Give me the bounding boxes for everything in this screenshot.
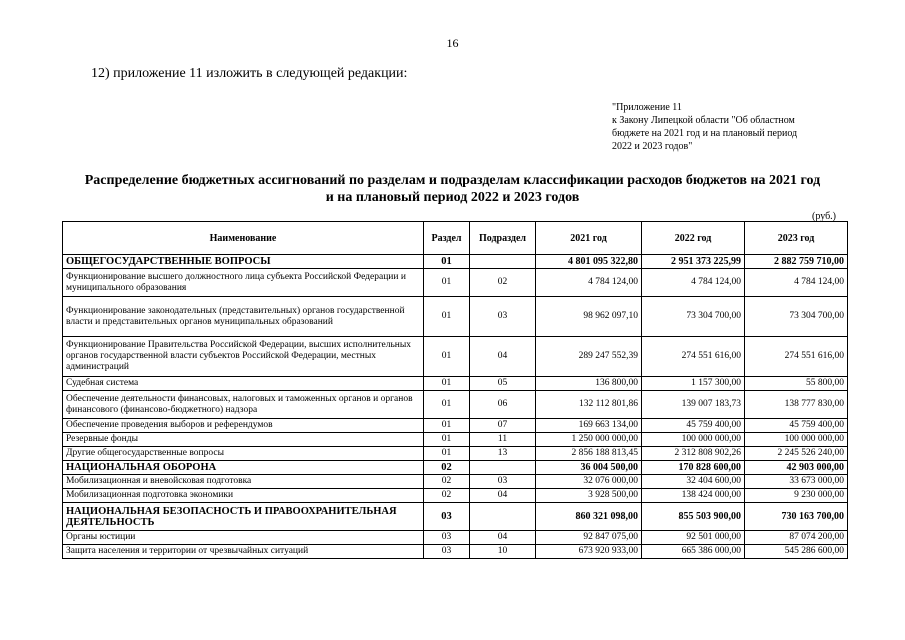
cell-name: НАЦИОНАЛЬНАЯ ОБОРОНА	[63, 461, 424, 475]
cell-2021: 1 250 000 000,00	[536, 433, 642, 447]
cell-2021: 860 321 098,00	[536, 503, 642, 531]
cell-2021: 4 784 124,00	[536, 269, 642, 297]
cell-2023: 545 286 600,00	[745, 545, 848, 559]
cell-name: Мобилизационная подготовка экономики	[63, 489, 424, 503]
cell-podrazdel: 04	[470, 531, 536, 545]
intro-text: 12) приложение 11 изложить в следующей редакции:	[91, 66, 408, 81]
cell-razdel: 01	[424, 255, 470, 269]
cell-2023: 2 882 759 710,00	[745, 255, 848, 269]
cell-razdel: 01	[424, 419, 470, 433]
cell-2023: 45 759 400,00	[745, 419, 848, 433]
cell-name: Функционирование высшего должностного лица субъекта Российской Федерации и муниципального образования	[63, 269, 424, 297]
cell-2023: 274 551 616,00	[745, 337, 848, 377]
cell-2021: 32 076 000,00	[536, 475, 642, 489]
header-name: Наименование	[63, 222, 424, 255]
table-row	[63, 337, 848, 377]
cell-2021: 289 247 552,39	[536, 337, 642, 377]
cell-2023: 9 230 000,00	[745, 489, 848, 503]
cell-name: Другие общегосударственные вопросы	[63, 447, 424, 461]
cell-podrazdel: 02	[470, 269, 536, 297]
table-section-row	[63, 255, 848, 269]
table-row	[63, 545, 848, 559]
cell-2023: 73 304 700,00	[745, 297, 848, 337]
cell-razdel: 01	[424, 433, 470, 447]
header-podrazdel: Подраздел	[470, 222, 536, 255]
cell-2021: 136 800,00	[536, 377, 642, 391]
table-row	[63, 531, 848, 545]
table-section-row	[63, 503, 848, 531]
cell-2021: 4 801 095 322,80	[536, 255, 642, 269]
cell-podrazdel	[470, 255, 536, 269]
cell-2021: 673 920 933,00	[536, 545, 642, 559]
cell-razdel: 01	[424, 391, 470, 419]
header-2023: 2023 год	[745, 222, 848, 255]
cell-razdel: 01	[424, 297, 470, 337]
table-row	[63, 297, 848, 337]
cell-2023: 4 784 124,00	[745, 269, 848, 297]
cell-name: Обеспечение проведения выборов и референдумов	[63, 419, 424, 433]
cell-podrazdel: 04	[470, 489, 536, 503]
table-row	[63, 391, 848, 419]
cell-2023: 2 245 526 240,00	[745, 447, 848, 461]
cell-razdel: 02	[424, 461, 470, 475]
header-2022: 2022 год	[642, 222, 745, 255]
cell-name: Резервные фонды	[63, 433, 424, 447]
cell-podrazdel	[470, 461, 536, 475]
cell-2022: 1 157 300,00	[642, 377, 745, 391]
cell-2021: 98 962 097,10	[536, 297, 642, 337]
cell-podrazdel: 05	[470, 377, 536, 391]
table-section-row	[63, 461, 848, 475]
cell-2021: 169 663 134,00	[536, 419, 642, 433]
cell-2023: 138 777 830,00	[745, 391, 848, 419]
cell-2021: 2 856 188 813,45	[536, 447, 642, 461]
appendix-note-line: к Закону Липецкой области "Об областном	[612, 115, 795, 126]
header-razdel: Раздел	[424, 222, 470, 255]
table-row	[63, 377, 848, 391]
cell-name: Органы юстиции	[63, 531, 424, 545]
cell-razdel: 01	[424, 269, 470, 297]
cell-2022: 73 304 700,00	[642, 297, 745, 337]
cell-2022: 100 000 000,00	[642, 433, 745, 447]
cell-razdel: 02	[424, 489, 470, 503]
cell-2022: 855 503 900,00	[642, 503, 745, 531]
cell-2023: 100 000 000,00	[745, 433, 848, 447]
cell-2022: 139 007 183,73	[642, 391, 745, 419]
cell-2021: 92 847 075,00	[536, 531, 642, 545]
cell-name: Функционирование законодательных (представительных) органов государственной власти и представительных органов муниципальных образований	[63, 297, 424, 337]
cell-2022: 170 828 600,00	[642, 461, 745, 475]
table-row	[63, 489, 848, 503]
table-row	[63, 433, 848, 447]
table-body	[63, 255, 848, 559]
document-title	[40, 172, 865, 206]
cell-name: Судебная система	[63, 377, 424, 391]
cell-2023: 55 800,00	[745, 377, 848, 391]
cell-name: ОБЩЕГОСУДАРСТВЕННЫЕ ВОПРОСЫ	[63, 255, 424, 269]
cell-2022: 92 501 000,00	[642, 531, 745, 545]
cell-podrazdel: 13	[470, 447, 536, 461]
cell-podrazdel: 04	[470, 337, 536, 377]
table-row	[63, 475, 848, 489]
cell-2021: 36 004 500,00	[536, 461, 642, 475]
cell-razdel: 01	[424, 337, 470, 377]
cell-2022: 4 784 124,00	[642, 269, 745, 297]
cell-podrazdel: 03	[470, 297, 536, 337]
cell-razdel: 01	[424, 377, 470, 391]
cell-podrazdel: 03	[470, 475, 536, 489]
header-2021: 2021 год	[536, 222, 642, 255]
cell-2022: 2 951 373 225,99	[642, 255, 745, 269]
title-line-1: Распределение бюджетных ассигнований по разделам и подразделам классификации расходов бюджетов на 2021 год	[84, 173, 821, 188]
cell-podrazdel: 06	[470, 391, 536, 419]
page-number: 16	[446, 36, 459, 50]
cell-2022: 665 386 000,00	[642, 545, 745, 559]
cell-2023: 730 163 700,00	[745, 503, 848, 531]
appendix-note-line: бюджете на 2021 год и на плановый период	[612, 128, 798, 139]
cell-2023: 33 673 000,00	[745, 475, 848, 489]
title-line-2: и на плановый период 2022 и 2023 годов	[325, 190, 580, 205]
cell-2022: 45 759 400,00	[642, 419, 745, 433]
appendix-note-line: "Приложение 11	[612, 102, 682, 113]
cell-podrazdel: 11	[470, 433, 536, 447]
cell-podrazdel: 10	[470, 545, 536, 559]
cell-2023: 87 074 200,00	[745, 531, 848, 545]
cell-2023: 42 903 000,00	[745, 461, 848, 475]
cell-name: Функционирование Правительства Российской Федерации, высших исполнительных органов государственной власти субъектов Российской Федерации, местных администраций	[63, 337, 424, 377]
cell-2021: 132 112 801,86	[536, 391, 642, 419]
cell-razdel: 03	[424, 503, 470, 531]
cell-name: Защита населения и территории от чрезвычайных ситуаций	[63, 545, 424, 559]
cell-name: Мобилизационная и вневойсковая подготовка	[63, 475, 424, 489]
cell-name: Обеспечение деятельности финансовых, налоговых и таможенных органов и органов финансового (финансово-бюджетного) надзора	[63, 391, 424, 419]
cell-razdel: 02	[424, 475, 470, 489]
budget-table	[62, 221, 848, 559]
table-row	[63, 269, 848, 297]
table-header-row	[63, 222, 848, 255]
cell-name: НАЦИОНАЛЬНАЯ БЕЗОПАСНОСТЬ И ПРАВООХРАНИТЕЛЬНАЯ ДЕЯТЕЛЬНОСТЬ	[63, 503, 424, 531]
cell-podrazdel	[470, 503, 536, 531]
cell-2022: 138 424 000,00	[642, 489, 745, 503]
cell-2021: 3 928 500,00	[536, 489, 642, 503]
table-row	[63, 447, 848, 461]
cell-podrazdel: 07	[470, 419, 536, 433]
appendix-note	[612, 101, 797, 153]
cell-razdel: 03	[424, 531, 470, 545]
unit-label: (руб.)	[812, 211, 836, 222]
appendix-note-line: 2022 и 2023 годов"	[612, 141, 693, 152]
cell-razdel: 03	[424, 545, 470, 559]
cell-2022: 274 551 616,00	[642, 337, 745, 377]
cell-2022: 2 312 808 902,26	[642, 447, 745, 461]
cell-2022: 32 404 600,00	[642, 475, 745, 489]
table-row	[63, 419, 848, 433]
cell-razdel: 01	[424, 447, 470, 461]
